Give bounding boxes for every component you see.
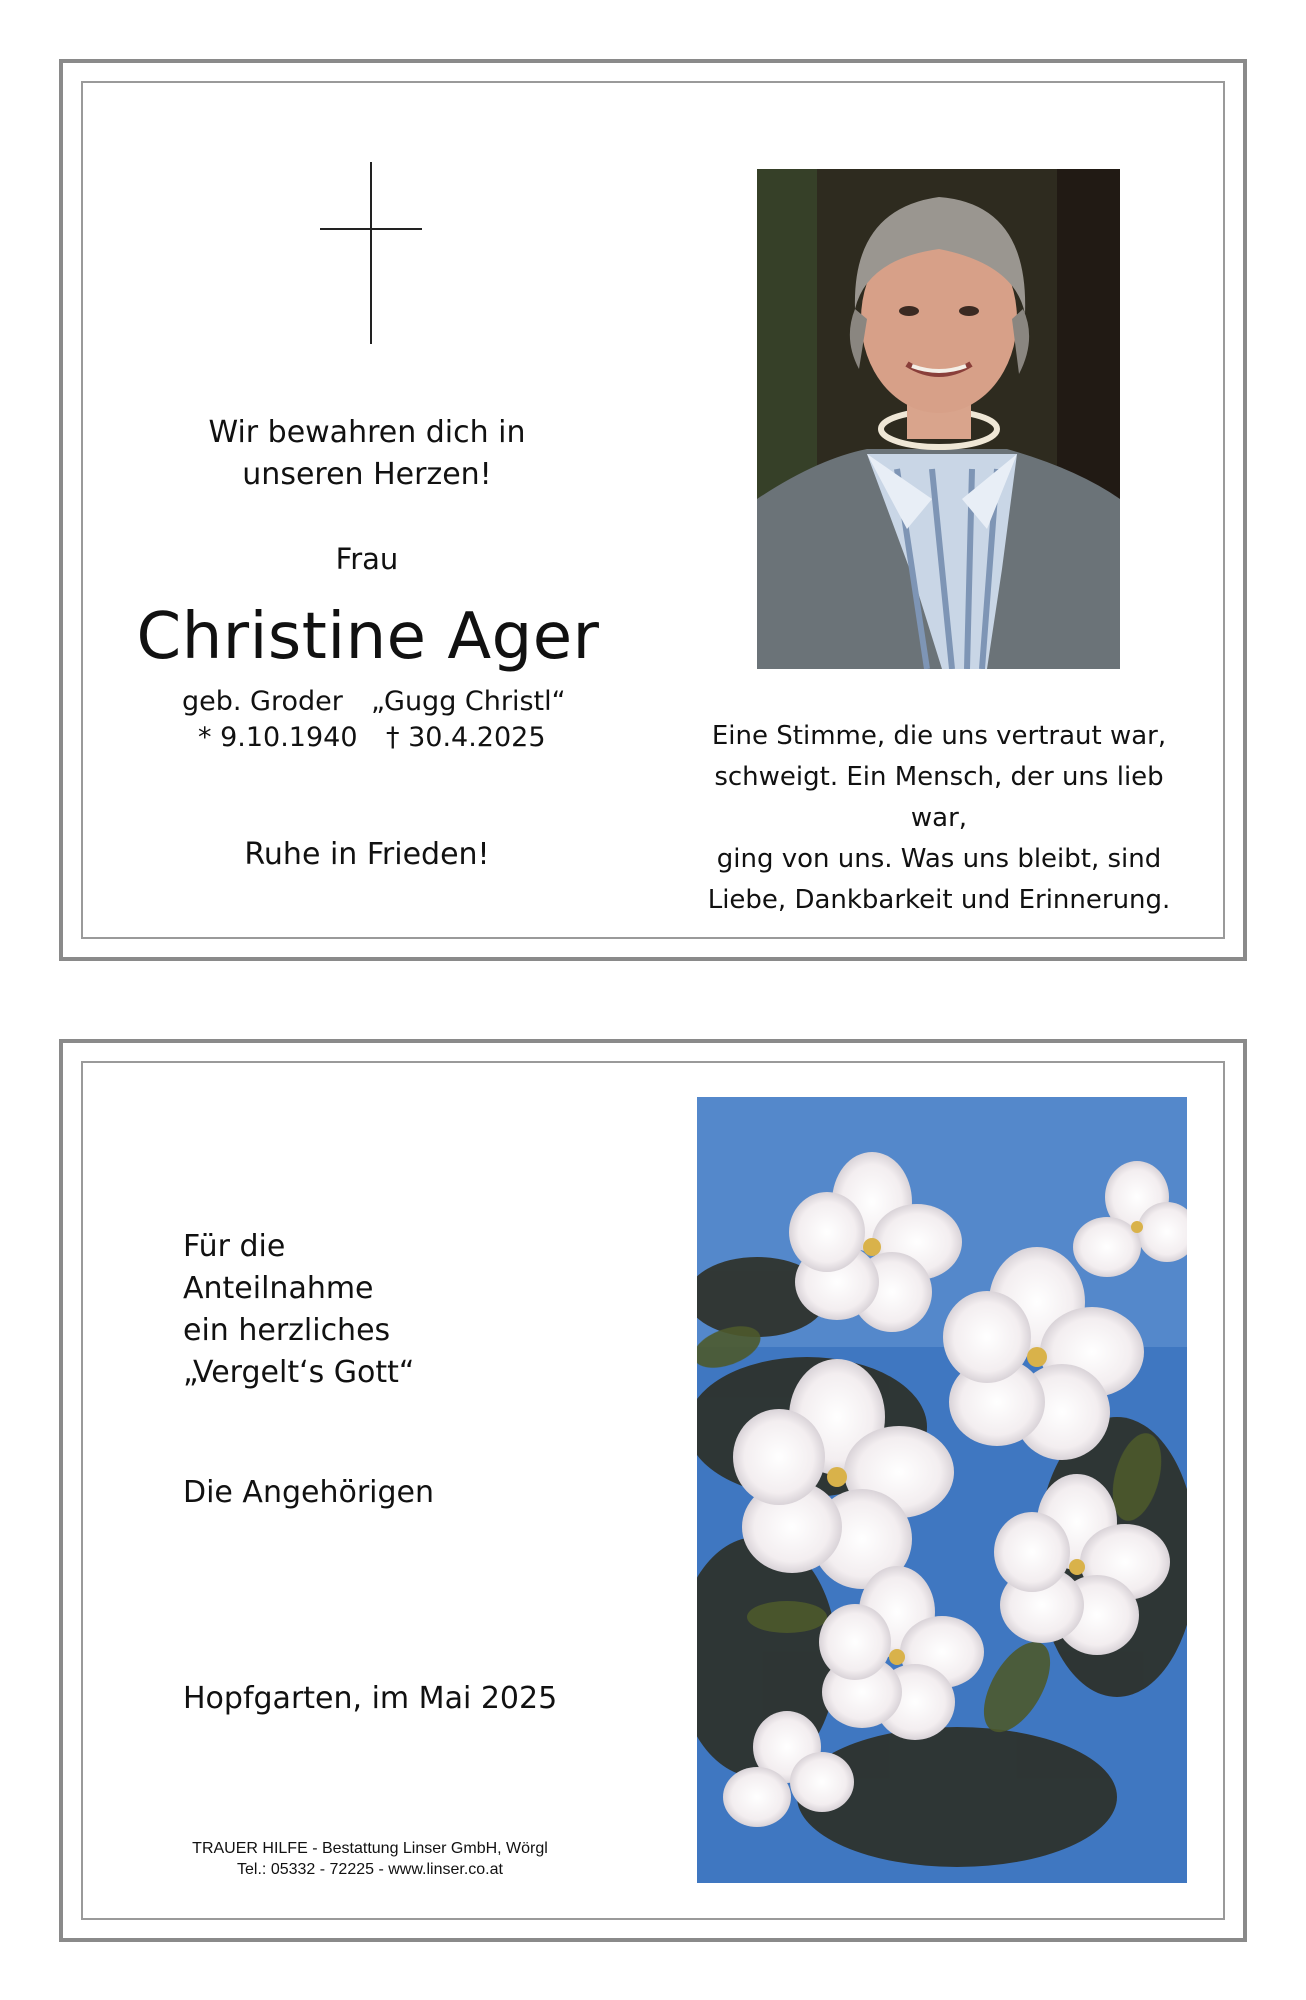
cross-icon xyxy=(320,162,422,344)
condolence-quote xyxy=(690,716,1188,921)
thanks-line: Für die xyxy=(183,1229,286,1264)
signature: Die Angehörigen xyxy=(183,1475,435,1510)
imprint-line: TRAUER HILFE - Bestattung Linser GmbH, Wörgl xyxy=(192,1840,548,1857)
birth-date: * 9.10.1940 xyxy=(198,722,358,753)
salutation: Frau xyxy=(335,542,399,576)
motto xyxy=(147,412,587,496)
place-date: Hopfgarten, im Mai 2025 xyxy=(183,1681,558,1716)
thanks-line: ein herzliches xyxy=(183,1313,391,1348)
portrait-illustration xyxy=(757,169,1120,669)
death-date: † 30.4.2025 xyxy=(386,722,546,753)
birth-name: geb. Groder xyxy=(182,686,343,717)
blossom-photo xyxy=(697,1097,1187,1883)
motto-line: unseren Herzen! xyxy=(242,457,492,492)
deceased-name: Christine Ager xyxy=(136,600,600,674)
thanks-line: Anteilnahme xyxy=(183,1271,374,1306)
farewell-text: Ruhe in Frieden! xyxy=(244,837,490,872)
thanks-line: „Vergelt‘s Gott“ xyxy=(183,1355,415,1390)
motto-line: Wir bewahren dich in xyxy=(208,415,526,450)
nickname: „Gugg Christl“ xyxy=(371,686,566,717)
blossom-illustration xyxy=(697,1097,1187,1883)
thanks-text xyxy=(183,1226,643,1394)
portrait-photo xyxy=(757,169,1120,669)
quote-line: Eine Stimme, die uns vertraut war, xyxy=(711,721,1167,751)
quote-line: ging von uns. Was uns bleibt, sind xyxy=(716,844,1162,874)
quote-line: Liebe, Dankbarkeit und Erinnerung. xyxy=(707,885,1171,915)
funeral-home-imprint xyxy=(160,1838,580,1880)
quote-line: schweigt. Ein Mensch, der uns lieb war, xyxy=(714,762,1164,833)
imprint-line: Tel.: 05332 - 72225 - www.linser.co.at xyxy=(237,1861,503,1878)
